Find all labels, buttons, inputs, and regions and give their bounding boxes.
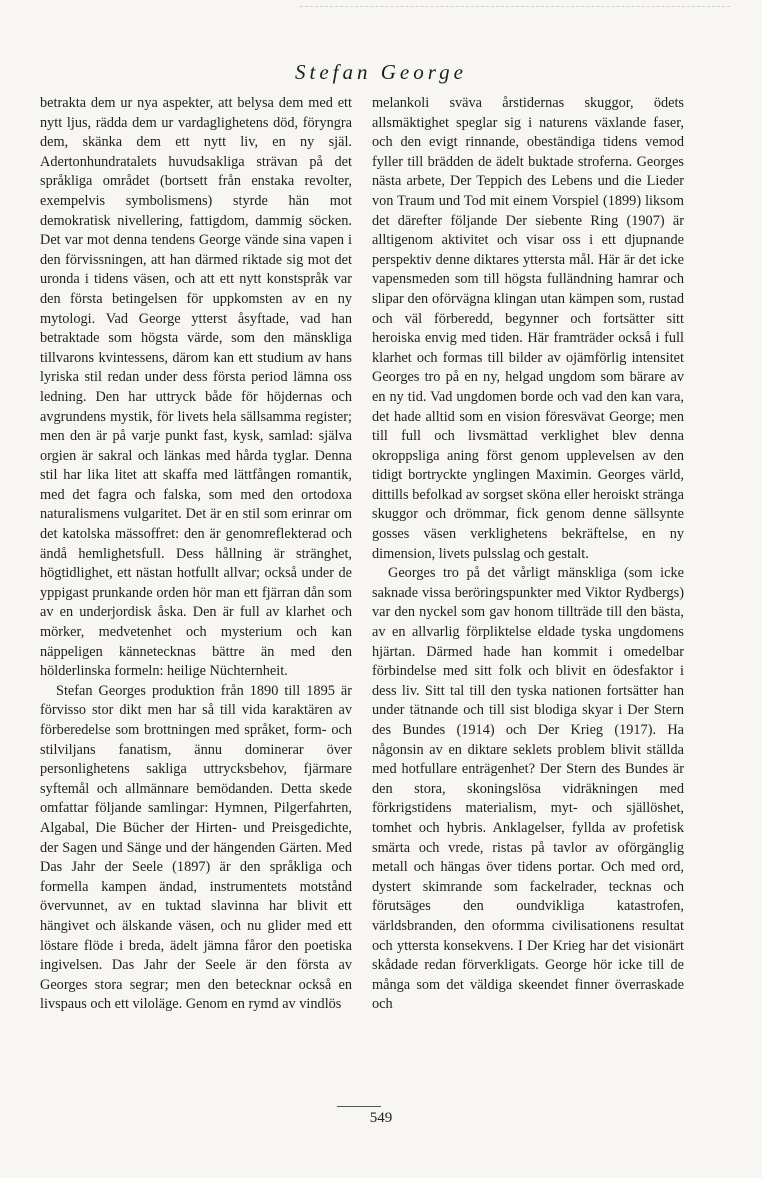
paragraph: Georges tro på det vårligt mänskliga (som icke saknade vissa beröringspunkter med Viktor Rydbergs) var den nyckel som gav honom tillträde till den bästa, av en allvarlig förpliktelse eldade tyska ungdomens hjärtan. Därmed hade han kommit i omedelbar förbindelse med sitt folk och blivit en ödesfaktor i dess liv. Sitt tal till den tyska nationen fortsätter han under tätnande och till sist blodiga skyar i Der Stern des Bundes (1914) och Der Krieg (1917). Ha någonsin av en diktare seklets problem blivit ställda med hotfullare enträgenhet? Der Stern des Bundes är den stora, skoningslösa vidräkningen med förkrigstidens materialism, myt- och själlöshet, tomhet och hybris. Anklagelser, fyllda av profetisk smärta och vrede, ristas på tavlor av oförgänglig metall och hängas över tidens portar. Och med ord, dystert skimrande som fackelrader, tecknas och förutsäges den oundvikliga katastrofen, världsbranden, den oformma civilisationens resultat och yttersta konsekvens. I Der Krieg har det visionärt skådade redan förverkligats. George hör icke till de många som det väldiga skeendet finner överraskade och (372, 565, 684, 1013)
top-edge-rule (300, 6, 730, 7)
footer-rule (337, 1106, 381, 1107)
page-number: 549 (369, 1110, 393, 1126)
paragraph: betrakta dem ur nya aspekter, att belysa dem med ett nytt ljus, rädda dem ur vardaglighetens död, föryngra dem, skänka dem ett nytt liv, en ny själ. Adertonhundratalets huvudsakliga strävan på det språkliga området (bortsett från enstaka revolter, exempelvis symbolismens) styrde hän mot demokratisk nivellering, fattigdom, dammig söcken. Det var mot denna tendens George vände sina vapen i den förvissningen, att han därmed riktade sig mot det uronda i tidens väsen, och att ett nytt konstspråk var den första betingelsen för uppkomsten av en ny mytologi. Vad George ytterst åsyftade, vad han betraktade som högsta värde, som den mänskliga tillvarons kvintessens, därom kan ett studium av hans lyriska stil redan under dess första period lämna oss ledning. Den har uttryck både för höjdernas och avgrundens mystik, för livets hela sällsamma register; men den är på varje punkt fast, kysk, samlad: själva orgien är sakral och länkas med hårda tyglar. Denna stil har lika litet att skaffa med lättfången romantik, med det fagra och falska, som med den ortodoxa naturalismens vulgaritet. Det är en stil som erinrar om det katolska mässoffret: den är genomreflekterad och ändå hemlighetsfull. Dess hållning är stränghet, högtidlighet, ett nästan hotfullt allvar; också under de yppigast prunkande orden hör man ett fjärran dån som av en underjordisk åska. Den är full av klarhet och mörker, medvetenhet och mysterium och kan näppeligen kännetecknas bättre än med den hölderlinska formeln: heilige Nüchternheit. (40, 95, 352, 680)
paragraph: Stefan Georges produktion från 1890 till 1895 är förvisso stor dikt men har så till vida karaktären av förberedelse som brottningen med språket, form- och stilviljans fanatism, ännu dominerar över personlighetens sakliga uttrycksbehov, fjärmare syftemål och allmännare bemödanden. Detta skede omfattar följande samlingar: Hymnen, Pilgerfahrten, Algabal, Die Bücher der Hirten- und Preisgedichte, der Sagen und Sänge und der hängenden Gärten. Med Das Jahr der Seele (1897) är den språkliga och formella kampen ändad, instrumentets motstånd övervunnet, av en tuktad slavinna har blivit ett hängivet och älskande väsen, och nu glider med ett löstare flöde i breda, ädelt jämna fåror den poetiska ingivelsen. Das Jahr der Seele är den första av Georges stora segrar; men den betecknar också en livspaus och ett viloläge. Genom en rymd av vindlös (40, 682, 352, 1013)
running-head: Stefan George (295, 60, 467, 84)
right-column (372, 94, 684, 1013)
paragraph: melankoli sväva årstidernas skuggor, ödets allsmäktighet speglar sig i naturens växlande faser, och den evigt rinnande, obeständiga tidens vemod fyller till brädden de ädelt buktade stroferna. Georges nästa arbete, Der Teppich des Lebens und die Lieder von Traum und Tod mit einem Vorspiel (1899) liksom det därefter följande Der siebente Ring (1907) är alltigenom aktivitet och visar oss i ett djupnande perspektiv denne diktares yttersta mål. Här är det icke vapensmeden som till högsta fulländning hamrar och slipar den oförvägna klingan utan kämpen som, rustad och väl förberedd, begynner och fortsätter sitt heroiska envig med tiden. Här framträder också i full klarhet och formas till bilder av ojämförlig intensitet Georges tro på en ny, helgad ungdom som bärare av en ny tid. Vad ungdomen borde och vad den kan vara, det hade alltid som en vision föresvävat George; men till full och livsmättad verklighet blev denna okroppsliga aning först genom upplevelsen av den tidigt bortryckte ynglingen Maximin. Georges värld, dittills befolkad av sorgset sköna eller heroiskt stränga skuggor och drömmar, fick genom denne sällsynte gosses väsen verklighetens bekräftelse, en ny dimension, livets pulsslag och gestalt. (372, 95, 684, 562)
left-column (40, 94, 352, 1013)
